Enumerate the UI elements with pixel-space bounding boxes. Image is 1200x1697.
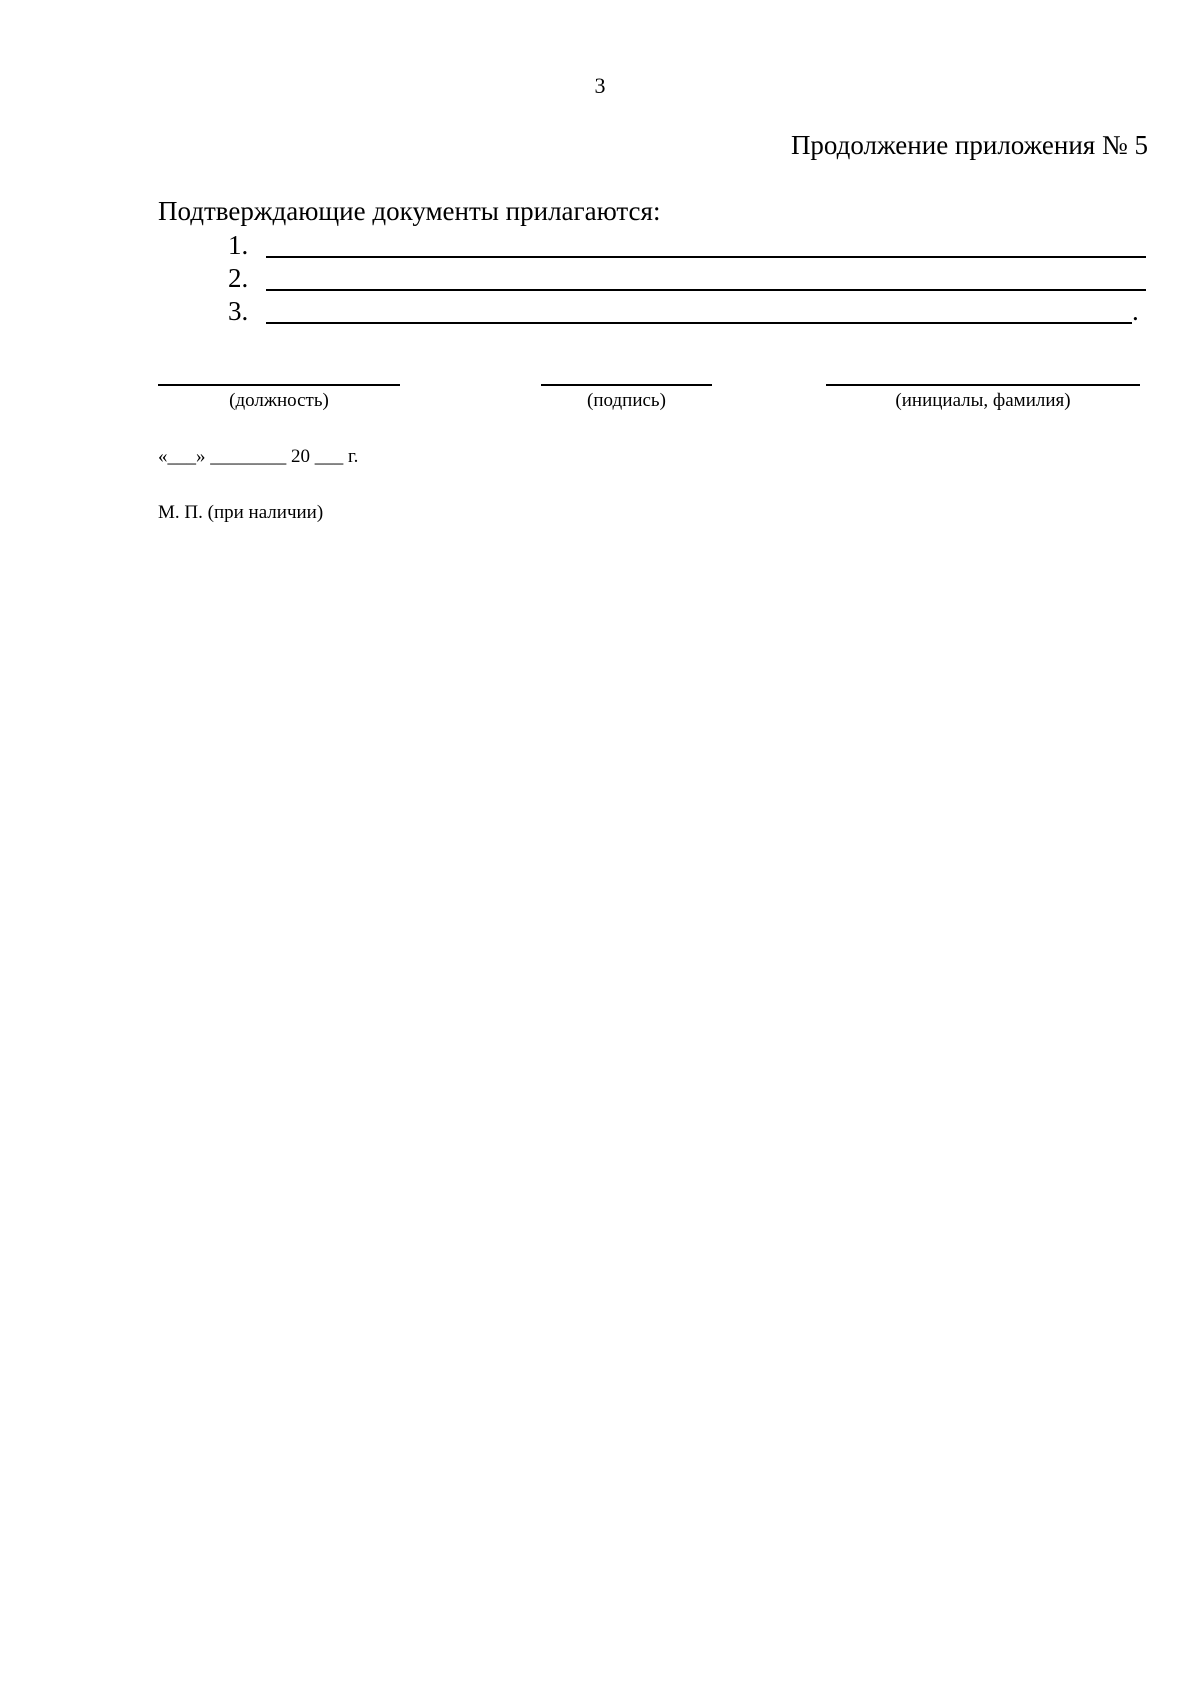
name-signature-line (826, 384, 1140, 386)
stamp-place-text: М. П. (при наличии) (158, 502, 324, 523)
attachment-item-3 (0, 294, 1200, 328)
attachment-item-2 (0, 261, 1200, 295)
attachments-heading: Подтверждающие документы прилагаются: (158, 196, 661, 226)
attachment-end-punctuation: . (1132, 296, 1139, 326)
attachment-number: 1. (228, 230, 249, 260)
attachment-number: 2. (228, 263, 249, 293)
signature-line (541, 384, 712, 386)
date-line: «___» ________ 20 ___ г. (158, 446, 359, 467)
name-caption: (инициалы, фамилия) (895, 390, 1071, 411)
page-number: 3 (594, 73, 606, 98)
attachment-number: 3. (228, 296, 249, 326)
signature-caption: (подпись) (587, 390, 666, 411)
attachment-blank-line (266, 289, 1146, 291)
appendix-title: Продолжение приложения № 5 (790, 130, 1148, 160)
position-signature-line (158, 384, 400, 386)
attachment-blank-line (266, 322, 1132, 324)
attachment-blank-line (266, 256, 1146, 258)
attachment-item-1 (0, 228, 1200, 262)
position-caption: (должность) (229, 390, 329, 411)
